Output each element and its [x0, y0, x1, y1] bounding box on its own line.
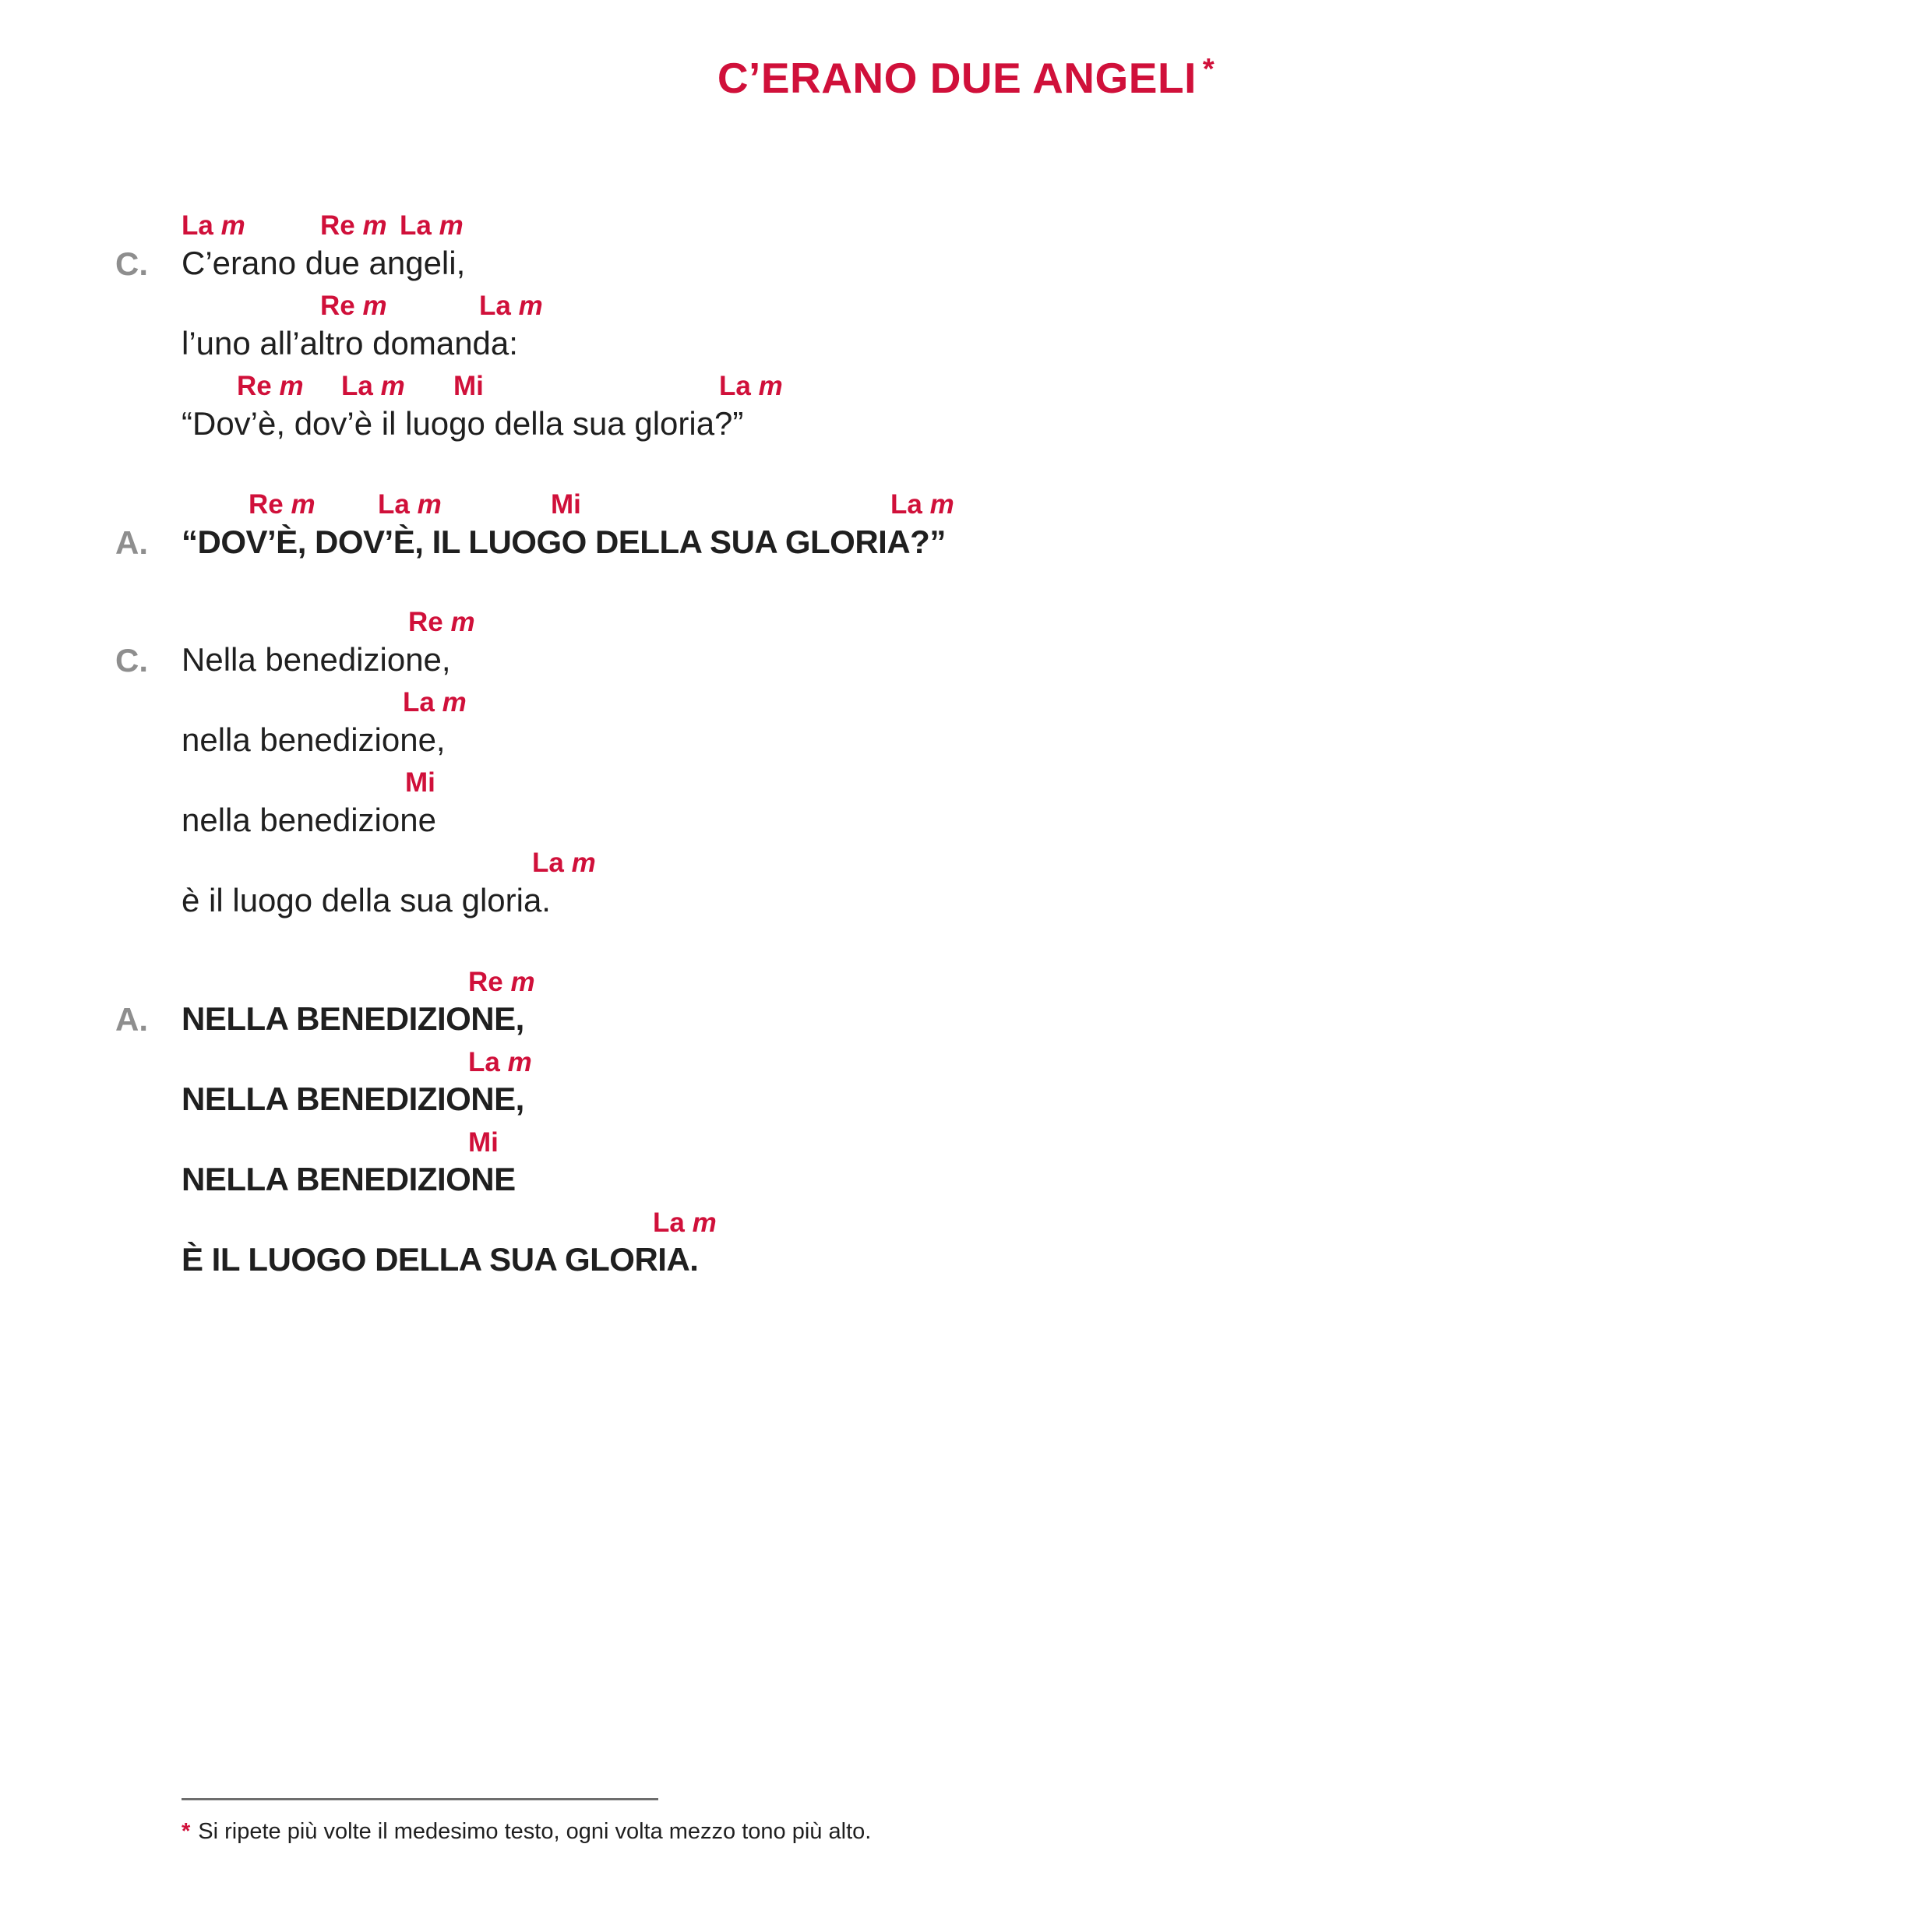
role-label: A. [115, 524, 148, 561]
lyric-line: È IL LUOGO DELLA SUA GLORIA. [182, 1241, 699, 1278]
chord: La m [468, 1047, 532, 1077]
chord: Mi [468, 1127, 499, 1158]
chord: La m [890, 489, 954, 520]
chord: Re m [408, 607, 475, 637]
lyric-line: NELLA BENEDIZIONE, [182, 1081, 524, 1117]
chord: Re m [237, 371, 304, 401]
lyric-line: nella benedizione [182, 802, 436, 838]
role-label: C. [115, 642, 148, 679]
chord: La m [341, 371, 405, 401]
chord: La m [403, 687, 467, 717]
title-footnote-mark: * [1202, 53, 1215, 86]
chord: Mi [405, 767, 435, 798]
lyric-line: Nella benedizione, [182, 641, 451, 678]
chord: La m [479, 291, 543, 321]
chord: Re m [320, 210, 387, 241]
lyric-line: l’uno all’altro domanda: [182, 325, 518, 361]
chord: Mi [551, 489, 581, 520]
chord: La m [182, 210, 245, 241]
lyric-line: “Dov’è, dov’è il luogo della sua gloria?” [182, 405, 744, 442]
chord: Re m [249, 489, 316, 520]
footnote [182, 1819, 871, 1845]
role-label: A. [115, 1001, 148, 1038]
lyric-line: NELLA BENEDIZIONE [182, 1161, 516, 1197]
lyric-line: NELLA BENEDIZIONE, [182, 1000, 524, 1037]
chord: La m [378, 489, 442, 520]
lyric-line: C’erano due angeli, [182, 245, 466, 281]
lyric-line: nella benedizione, [182, 721, 446, 758]
chord: Re m [468, 967, 535, 997]
chord: La m [532, 848, 596, 878]
lyric-line: è il luogo della sua gloria. [182, 882, 551, 918]
role-label: C. [115, 245, 148, 282]
chord: Re m [320, 291, 387, 321]
footnote-text: Si ripete più volte il medesimo testo, ogni volta mezzo tono più alto. [198, 1819, 872, 1844]
footnote-mark: * [182, 1819, 191, 1844]
lyric-line: “DOV’È, DOV’È, IL LUOGO DELLA SUA GLORIA?” [182, 524, 946, 560]
chord: La m [653, 1208, 717, 1238]
title-text: C’ERANO DUE ANGELI [717, 54, 1197, 102]
chord: La m [719, 371, 783, 401]
footnote-divider [182, 1798, 658, 1800]
chord: La m [400, 210, 464, 241]
chord: Mi [453, 371, 484, 401]
